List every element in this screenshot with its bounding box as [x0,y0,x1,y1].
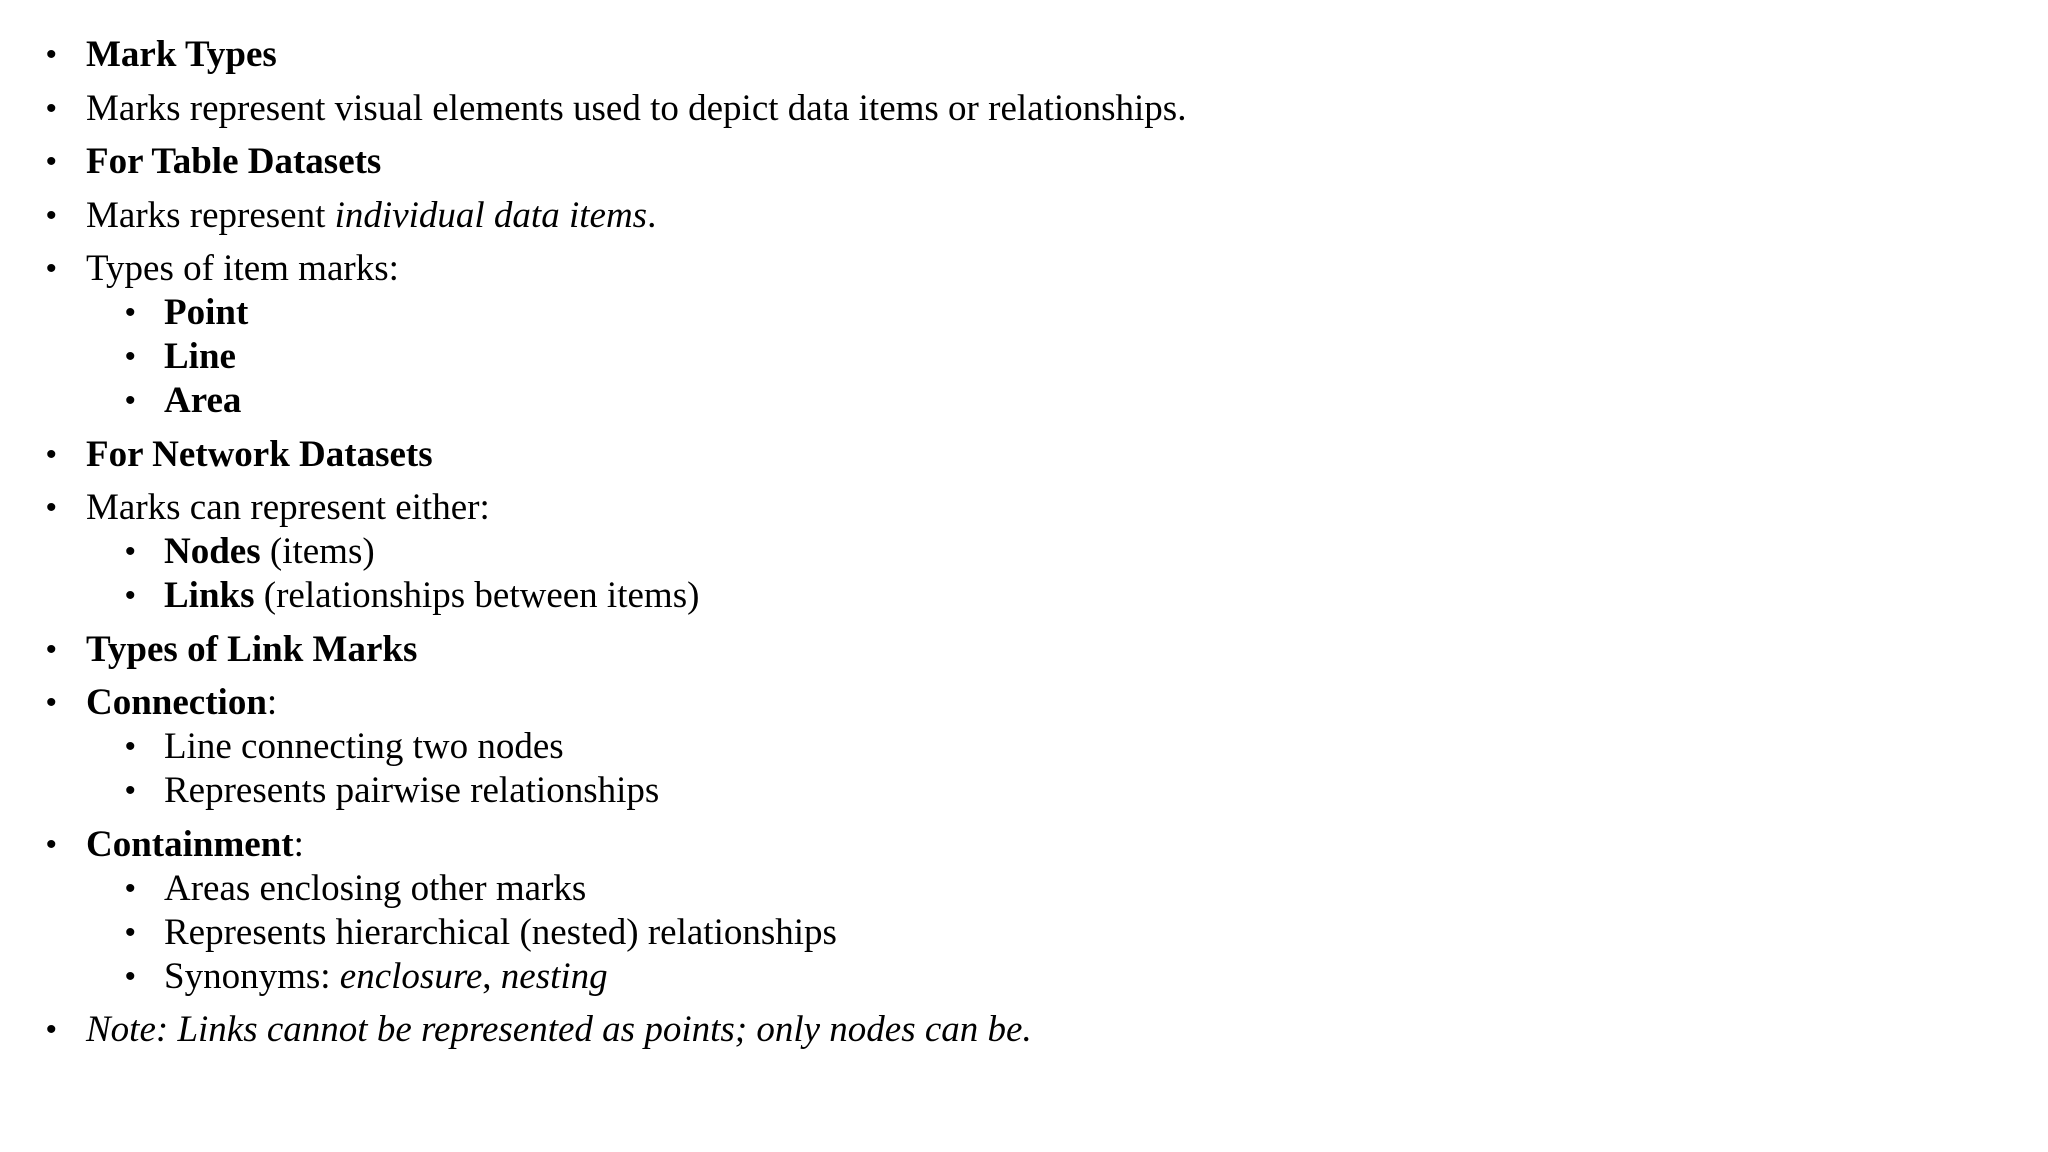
text-run: (items) [260,531,375,572]
bullet-marker: • [125,774,136,807]
text-run: Links [164,575,255,616]
list-item [86,36,277,73]
text-run: . [647,195,657,236]
bullet-marker: • [46,438,57,471]
bullet-marker: • [46,92,57,125]
text-run: Point [164,292,249,333]
sub-list-item [164,772,659,809]
list-item [86,436,433,473]
text-run: , [482,956,501,997]
text-run: Line connecting two nodes [164,726,564,767]
text-run: Types of Link Marks [86,629,418,670]
text-run: Marks represent [86,195,335,236]
bullet-marker: • [125,960,136,993]
bullet-marker: • [46,252,57,285]
text-run: individual data items [334,195,648,236]
text-run: Containment [86,824,294,865]
list-item [86,143,381,180]
bullet-marker: • [46,145,57,178]
text-run: For Table Datasets [86,141,382,182]
bullet-marker: • [125,384,136,417]
text-run: Represents hierarchical (nested) relationships [164,912,837,953]
bullet-marker: • [125,296,136,329]
bullet-marker: • [125,730,136,763]
sub-list-item [164,728,564,765]
bullet-marker: • [125,872,136,905]
text-run: Areas enclosing other marks [164,868,587,909]
sub-list-item [164,870,586,907]
sub-list-item [164,382,241,419]
text-run: Connection [86,682,267,723]
text-run: nesting [500,956,608,997]
text-run: Area [164,380,242,421]
text-run: Line [164,336,236,377]
text-run: Represents pairwise relationships [164,770,660,811]
bullet-marker: • [46,686,57,719]
bullet-marker: • [125,340,136,373]
sub-list-item [164,294,248,331]
bullet-marker: • [46,491,57,524]
list-item [86,684,277,721]
text-run: : [293,824,304,865]
bullet-marker: • [46,633,57,666]
text-run: Nodes [164,531,261,572]
text-run: For Network Datasets [86,434,433,475]
sub-list-item [164,577,699,614]
text-run: Note: Links cannot be represented as points; only nodes can be. [86,1009,1032,1050]
bullet-marker: • [46,828,57,861]
text-run: Types of item marks: [86,248,399,289]
sub-list-item [164,533,375,570]
list-item [86,631,417,668]
text-run: : [266,682,278,723]
text-run: Mark Types [86,34,277,75]
list-item [86,1011,1032,1048]
bullet-marker: • [46,199,57,232]
list-item [86,90,1186,127]
sub-list-item [164,338,236,375]
list-item [86,197,656,234]
text-run: Marks represent visual elements used to depict data items or relationships. [86,88,1187,129]
text-run: Synonyms: [164,956,340,997]
bullet-marker: • [125,579,136,612]
list-item [86,489,490,526]
bullet-marker: • [125,916,136,949]
list-item [86,826,304,863]
bullet-marker: • [125,535,136,568]
text-run: (relationships between items) [254,575,700,616]
sub-list-item [164,958,608,995]
text-run: enclosure [339,956,483,997]
bullet-marker: • [46,1013,57,1046]
text-run: Marks can represent either: [86,487,490,528]
list-item [86,250,399,287]
sub-list-item [164,914,837,951]
bullet-marker: • [46,38,57,71]
